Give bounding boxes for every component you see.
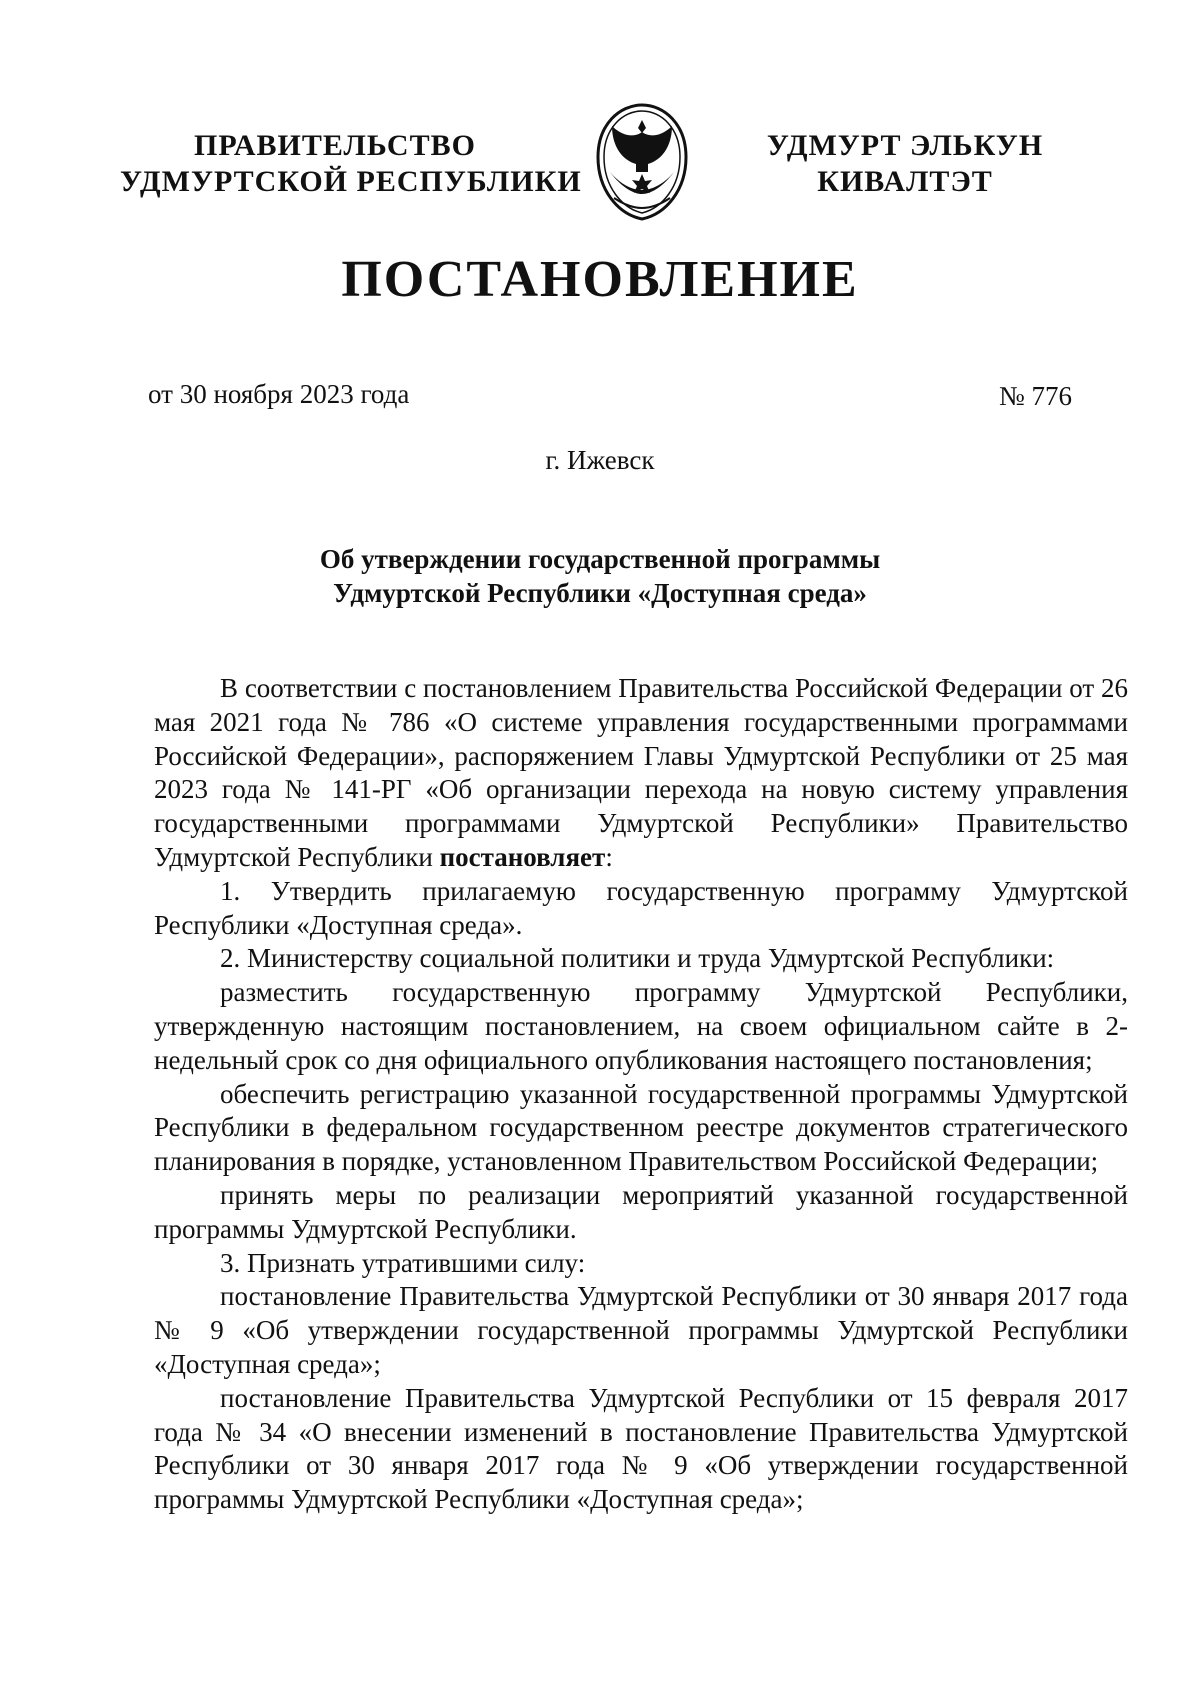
body-paragraph: обеспечить регистрацию указанной государственной программы Удмуртской Республики в федеральном государственном реестре документов стратегического планирования в порядке, установленном Правительством Российской Федерации; bbox=[154, 1078, 1128, 1177]
document-date: от 30 ноября 2023 года bbox=[148, 379, 410, 409]
issuer-name-russian bbox=[120, 128, 582, 200]
body-paragraph: постановление Правительства Удмуртской Республики от 30 января 2017 года № 9 «Об утверждении государственной программы Удмуртской Республики «Доступная среда»; bbox=[154, 1281, 1128, 1379]
heading-line: Об утверждении государственной программы bbox=[319, 544, 881, 574]
body-paragraph: 1. Утвердить прилагаемую государственную программу Удмуртской Республики «Доступная среда». bbox=[154, 875, 1128, 940]
issuer-line: УДМУРТ ЭЛЬКУН bbox=[766, 129, 1044, 162]
udmurt-coat-of-arms-icon bbox=[592, 102, 692, 222]
preamble-end: : bbox=[605, 841, 613, 872]
document-city: г. Ижевск bbox=[545, 445, 655, 475]
body-paragraph: 2. Министерству социальной политики и труда Удмуртской Республики: bbox=[220, 943, 1055, 974]
preamble-text: В соответствии с постановлением Правительства Российской Федерации от 26 мая 2021 года № 786 «О системе управления государственными программами Российской Федерации», распоряжением Главы Удмуртской Республики от 25 мая 2023 года № 141-РГ «Об организации перехода на новую систему управления государственными программами Удмуртской Республики» Правительство Удмуртской Республики bbox=[154, 673, 1128, 872]
document-body bbox=[154, 672, 1128, 1517]
preamble-keyword: постановляет bbox=[439, 841, 606, 872]
body-paragraph: постановление Правительства Удмуртской Республики от 15 февраля 2017 года № 34 «О внесении изменений в постановление Правительства Удмуртской Республики от 30 января 2017 года № 9 «Об утверждении государственной программы Удмуртской Республики «Доступная среда»; bbox=[154, 1382, 1128, 1515]
issuer-line: ПРАВИТЕЛЬСТВО bbox=[194, 129, 476, 162]
document-heading bbox=[0, 542, 1200, 610]
preamble-paragraph bbox=[154, 672, 1128, 875]
issuer-line: КИВАЛТЭТ bbox=[817, 165, 993, 198]
body-paragraph: разместить государственную программу Удмуртской Республики, утвержденную настоящим постановлением, на своем официальном сайте в 2-недельный срок со дня официального опубликования настоящего постановления; bbox=[154, 977, 1128, 1075]
body-paragraph: принять меры по реализации мероприятий указанной государственной программы Удмуртской Республики. bbox=[154, 1179, 1128, 1244]
issuer-line: УДМУРТСКОЙ РЕСПУБЛИКИ bbox=[120, 165, 582, 198]
document-title: ПОСТАНОВЛЕНИЕ bbox=[341, 251, 859, 308]
issuer-name-udmurt bbox=[740, 128, 1070, 200]
body-paragraph: 3. Признать утратившими силу: bbox=[220, 1247, 586, 1278]
document-number: № 776 bbox=[998, 381, 1072, 411]
heading-line: Удмуртской Республики «Доступная среда» bbox=[333, 578, 867, 608]
